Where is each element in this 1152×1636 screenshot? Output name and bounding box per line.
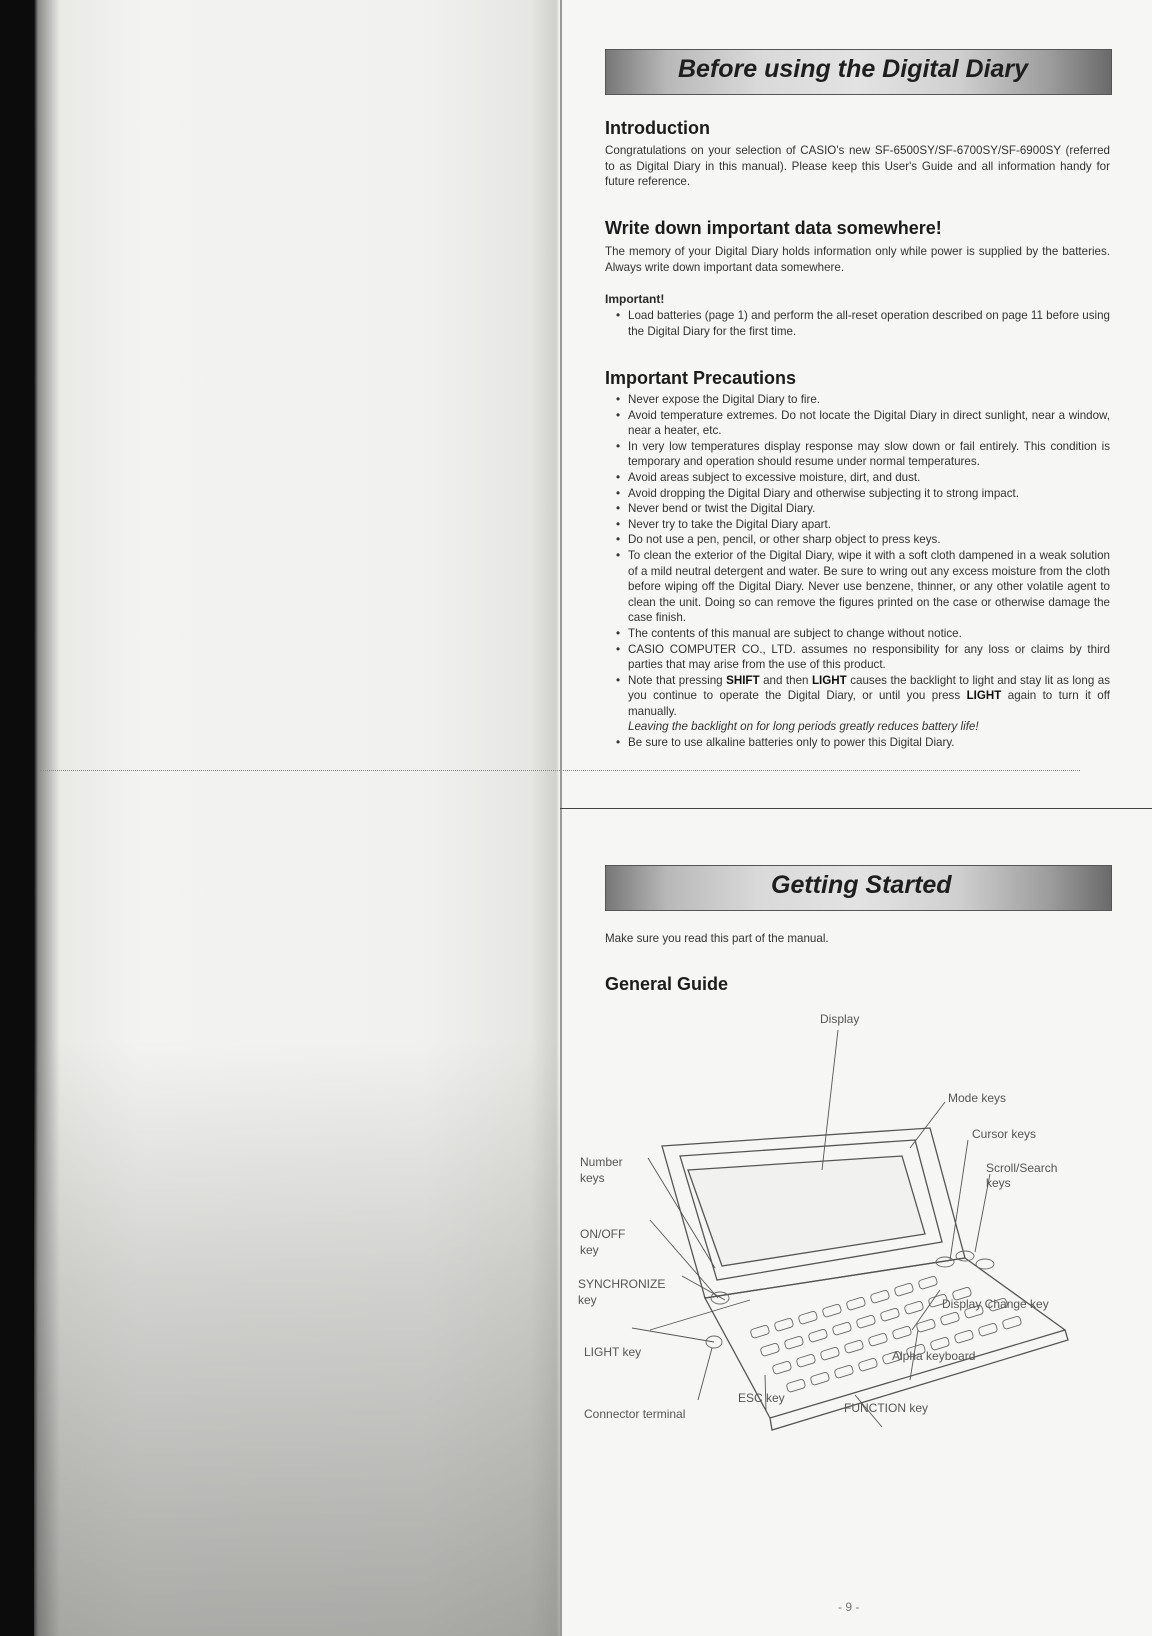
label-scroll-search-2: keys bbox=[986, 1176, 1011, 1190]
list-item: • In very low temperatures display response may slow down or fail entirely. This condition is temporary and operation should resume under normal temperatures. bbox=[605, 439, 1110, 470]
label-onoff-2: key bbox=[580, 1243, 599, 1257]
label-connector: Connector terminal bbox=[584, 1407, 686, 1421]
heading-general-guide: General Guide bbox=[605, 974, 729, 994]
display-screen bbox=[688, 1156, 925, 1266]
banner-title: Before using the Digital Diary bbox=[678, 55, 1029, 83]
heading-introduction: Introduction bbox=[605, 118, 710, 138]
backlight-post: causes the backlight to light and stay lit as long as you continue to operate the Digital Diary, or until you press bbox=[628, 673, 1110, 703]
label-number-keys-1: Number bbox=[580, 1155, 623, 1169]
divider-line bbox=[560, 808, 1152, 809]
label-scroll-search-1: Scroll/Search bbox=[986, 1161, 1058, 1175]
label-mode-keys: Mode keys bbox=[948, 1091, 1007, 1105]
list-item: • Avoid dropping the Digital Diary and otherwise subjecting it to strong impact. bbox=[605, 486, 1110, 502]
list-item: • Never bend or twist the Digital Diary. bbox=[605, 501, 1110, 517]
general-guide-figure bbox=[578, 1012, 1110, 1475]
getting-started-text: Make sure you read this part of the manual. bbox=[605, 932, 829, 945]
important-label: Important! bbox=[605, 292, 665, 306]
list-item: • The contents of this manual are subject to change without notice. bbox=[605, 626, 1110, 642]
section-banner-before-using bbox=[605, 49, 1112, 95]
backlight-end: again to turn it off manually. bbox=[628, 689, 1110, 718]
label-display-change: Display Change key bbox=[942, 1297, 1049, 1311]
key-shift: SHIFT bbox=[726, 673, 760, 687]
label-number-keys-2: keys bbox=[580, 1171, 605, 1185]
list-item: • CASIO COMPUTER CO., LTD. assumes no responsibility for any loss or claims by third parties that may arise from the use of this product. bbox=[605, 642, 1110, 673]
label-function-key: FUNCTION key bbox=[844, 1401, 928, 1415]
list-item: • Never try to take the Digital Diary apart. bbox=[605, 517, 1110, 533]
label-light-key: LIGHT key bbox=[584, 1345, 642, 1359]
label-onoff-1: ON/OFF bbox=[580, 1227, 626, 1241]
key-light-2: LIGHT bbox=[966, 689, 1002, 703]
label-esc-key: ESC key bbox=[738, 1391, 785, 1405]
section-banner-getting-started bbox=[605, 865, 1112, 911]
keyboard bbox=[706, 1251, 1022, 1393]
list-item: • Never expose the Digital Diary to fire. bbox=[605, 392, 1110, 408]
list-item: • Be sure to use alkaline batteries only to power this Digital Diary. bbox=[605, 735, 1110, 751]
list-item: • Avoid temperature extremes. Do not locate the Digital Diary in direct sunlight, near a window, near a heater, etc. bbox=[605, 408, 1110, 439]
precautions-list bbox=[605, 392, 1110, 751]
label-cursor-keys: Cursor keys bbox=[972, 1127, 1037, 1141]
page-fold bbox=[560, 0, 562, 1636]
backlight-mid: and then bbox=[759, 673, 812, 687]
backlight-pre: Note that pressing bbox=[628, 673, 727, 687]
page-number: - 9 - bbox=[838, 1600, 860, 1614]
list-item-backlight bbox=[605, 673, 1110, 735]
key-light: LIGHT bbox=[811, 673, 847, 687]
list-item: • Load batteries (page 1) and perform the all-reset operation described on page 11 before using the Digital Diary for the first time. bbox=[605, 308, 1110, 339]
label-display: Display bbox=[820, 1012, 860, 1026]
heading-write-down: Write down important data somewhere! bbox=[605, 218, 942, 238]
device-diagram bbox=[578, 1012, 1110, 1470]
heading-precautions: Important Precautions bbox=[605, 368, 797, 388]
scan-bottom-shade bbox=[34, 1040, 560, 1636]
important-list bbox=[605, 308, 1110, 339]
banner-title: Getting Started bbox=[771, 871, 952, 899]
label-sync-1: SYNCHRONIZE bbox=[578, 1277, 666, 1291]
backlight-warning: Leaving the backlight on for long periods greatly reduces battery life! bbox=[628, 720, 979, 734]
list-item: • Do not use a pen, pencil, or other sharp object to press keys. bbox=[605, 532, 1110, 548]
intro-text: Congratulations on your selection of CASIO's new SF-6500SY/SF-6700SY/SF-6900SY (referred to as Digital Diary in this manual). Please keep this User's Guide and all information handy for future reference. bbox=[605, 144, 1110, 189]
label-alpha-keyboard: Alpha keyboard bbox=[892, 1349, 976, 1363]
label-sync-2: key bbox=[578, 1293, 597, 1307]
list-item: • To clean the exterior of the Digital Diary, wipe it with a soft cloth dampened in a weak solution of a mild neutral detergent and water. Be sure to wring out any excess moisture from the cloth before wiping off the Digital Diary. Never use benzene, thinner, or any other volatile agent to clean the unit. Doing so can remove the figures printed on the case or otherwise damage the case finish. bbox=[605, 548, 1110, 626]
write-down-text: The memory of your Digital Diary holds information only while power is supplied by the batteries. Always write down important data somewhere. bbox=[605, 245, 1110, 274]
divider-dotted bbox=[40, 770, 1080, 772]
list-item: • Avoid areas subject to excessive moisture, dirt, and dust. bbox=[605, 470, 1110, 486]
